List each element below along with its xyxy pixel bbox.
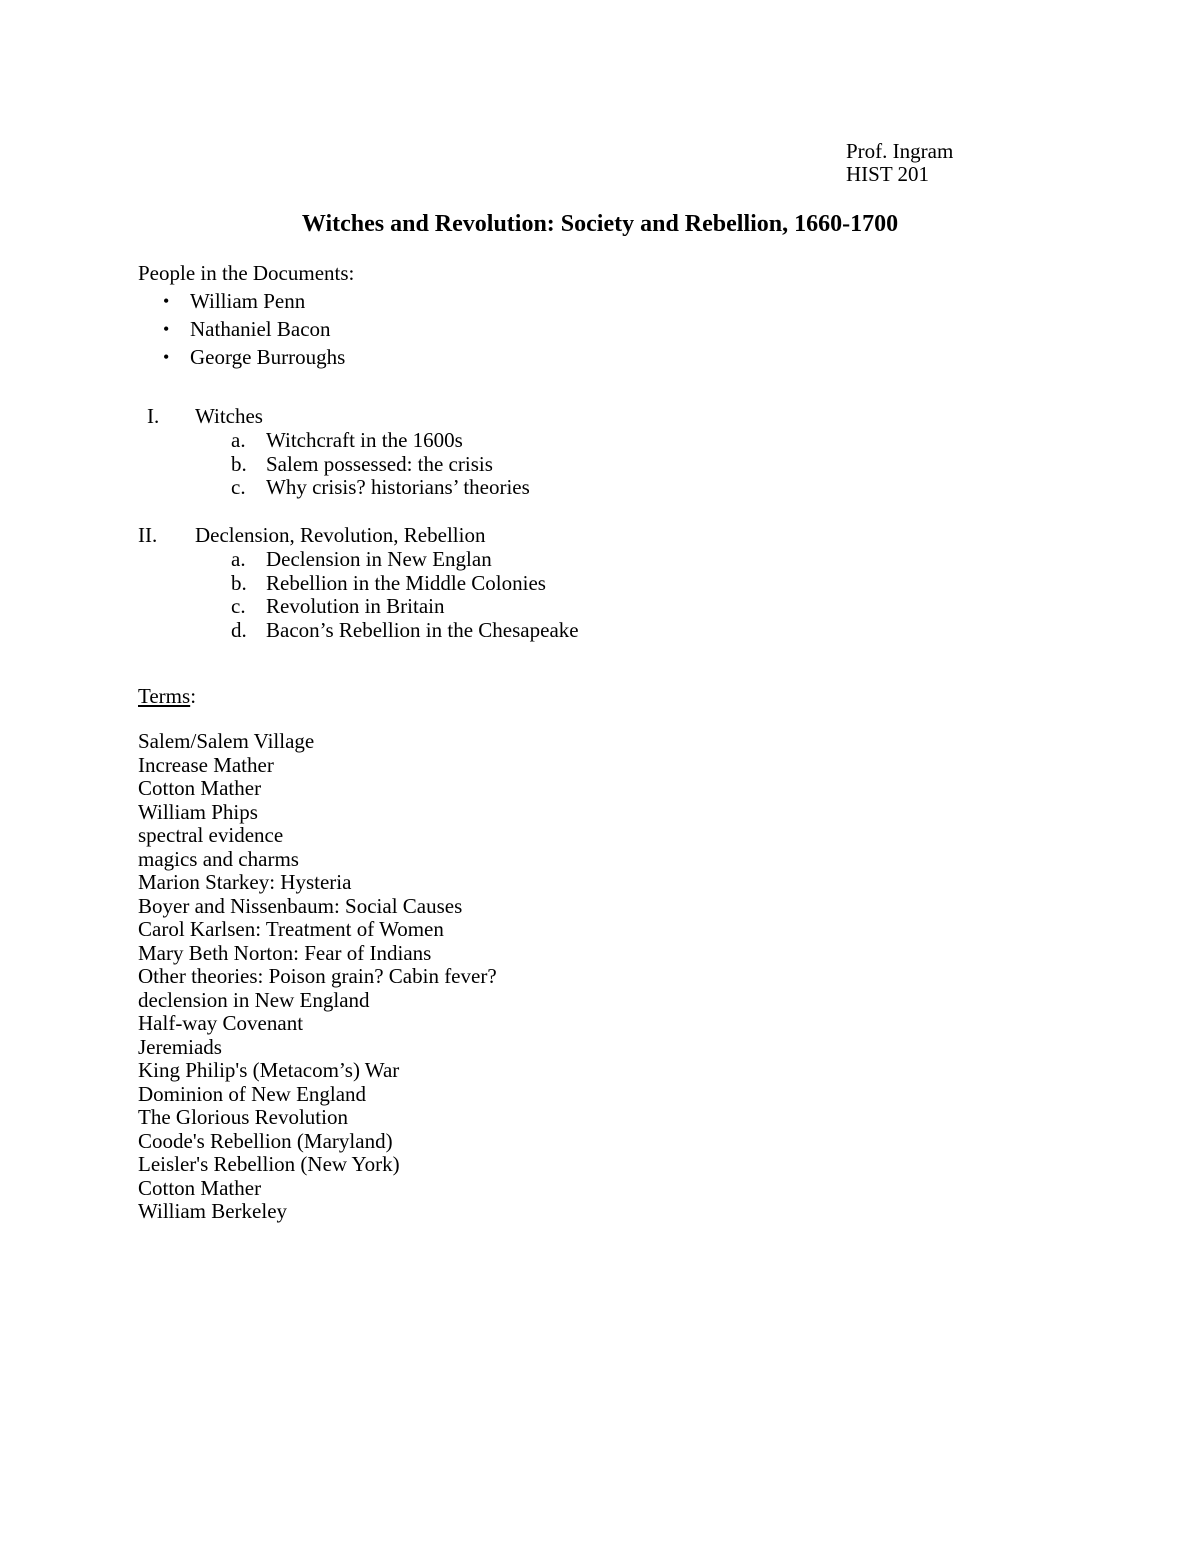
document-title: Witches and Revolution: Society and Rebellion, 1660-1700	[301, 211, 899, 237]
list-item: Mary Beth Norton: Fear of Indians	[138, 940, 432, 965]
course-code: HIST 201	[846, 162, 930, 186]
outline-numeral: II.	[138, 523, 158, 547]
person-name: Nathaniel Bacon	[190, 317, 331, 341]
list-item: Dominion of New England	[138, 1081, 367, 1106]
outline-subitem-label: Salem possessed: the crisis	[266, 451, 493, 476]
outline-letter: c.	[231, 475, 246, 499]
bullet-icon: •	[163, 291, 170, 311]
list-item: William Phips	[138, 799, 258, 824]
course-header	[846, 140, 953, 186]
outline-subitem-label: Witchcraft in the 1600s	[266, 428, 463, 452]
person-name: William Penn	[190, 289, 306, 313]
people-list	[138, 287, 354, 371]
outline-letter: c.	[231, 594, 246, 618]
outline-subitem-label: Why crisis? historians’ theories	[266, 475, 530, 499]
list-item: declension in New England	[138, 987, 370, 1012]
outline-heading-label: Witches	[195, 404, 263, 428]
terms-heading-text: Terms	[138, 684, 191, 708]
list-item: Boyer and Nissenbaum: Social Causes	[138, 893, 463, 918]
list-item: The Glorious Revolution	[138, 1105, 348, 1129]
list-item	[138, 315, 354, 343]
list-item: William Berkeley	[138, 1199, 288, 1223]
outline-letter: a.	[231, 428, 246, 452]
people-section	[138, 260, 354, 371]
terms-heading-colon: :	[190, 684, 197, 708]
list-item: spectral evidence	[138, 823, 284, 847]
outline-letter: b.	[231, 451, 247, 476]
list-item: Half-way Covenant	[138, 1011, 304, 1035]
bullet-icon: •	[163, 319, 170, 339]
list-item	[138, 343, 354, 371]
list-item: Other theories: Poison grain? Cabin fever?	[138, 964, 497, 988]
outline-subitem-label: Declension in New Englan	[266, 547, 492, 571]
list-item: magics and charms	[138, 846, 299, 871]
list-item: King Philip's (Metacom’s) War	[138, 1058, 400, 1082]
list-item: Cotton Mather	[138, 1175, 262, 1200]
terms-heading	[138, 683, 196, 709]
list-item: Leisler's Rebellion (New York)	[138, 1152, 400, 1176]
list-item: Coode's Rebellion (Maryland)	[138, 1128, 393, 1153]
outline-subitem-label: Bacon’s Rebellion in the Chesapeake	[266, 617, 579, 642]
list-item: Cotton Mather	[138, 776, 262, 800]
list-item: Increase Mather	[138, 752, 274, 777]
outline-subitem-label: Rebellion in the Middle Colonies	[266, 570, 546, 595]
list-item: Marion Starkey: Hysteria	[138, 870, 352, 894]
outline-subitem-label: Revolution in Britain	[266, 594, 445, 618]
terms-list	[138, 730, 497, 1224]
outline-letter: b.	[231, 570, 247, 595]
outline-numeral: I.	[147, 404, 160, 428]
outline-letter: a.	[231, 547, 246, 571]
list-item: Carol Karlsen: Treatment of Women	[138, 917, 444, 941]
person-name: George Burroughs	[190, 345, 346, 369]
outline-heading-label: Declension, Revolution, Rebellion	[195, 523, 486, 547]
list-item: Jeremiads	[138, 1034, 222, 1059]
list-item: Salem/Salem Village	[138, 729, 315, 753]
people-heading: People in the Documents:	[138, 261, 355, 285]
list-item	[138, 287, 354, 315]
instructor-name: Prof. Ingram	[846, 139, 954, 163]
outline-letter: d.	[231, 617, 247, 642]
bullet-icon: •	[163, 347, 170, 367]
